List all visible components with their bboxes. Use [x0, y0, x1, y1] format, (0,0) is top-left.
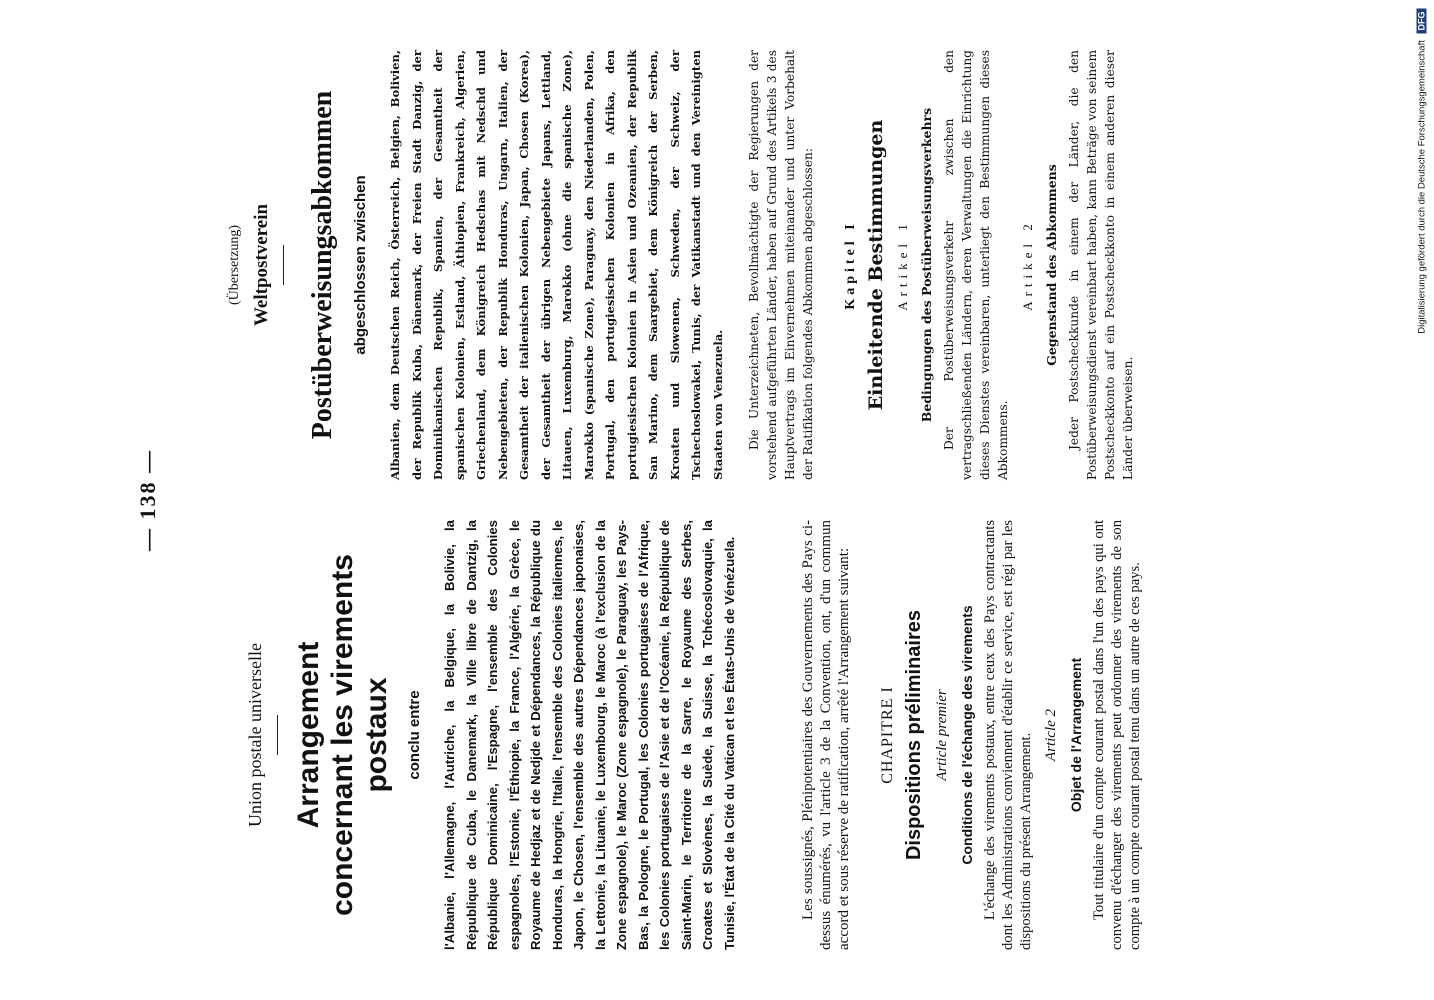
- document-page: [117, 40, 1317, 960]
- german-intro: Die Unterzeichneten, Bevollmächtigte der Regierungen der vorstehend aufgeführten Länder, haben auf Grund des Artikels 3 des Hauptvertrags im Einvernehmen miteinander und unter Vorbehalt der Ratifikation folgendes Abkommen abgeschlossen:: [747, 50, 815, 480]
- digitization-note-text: [1417, 9, 1428, 989]
- french-concluded: conclu entre: [406, 690, 423, 780]
- german-concluded: abgeschlossen zwischen: [352, 175, 369, 355]
- digitization-credit: Digitalisierung gefördert durch die Deutsche Forschungsgemeinschaft: [1416, 40, 1428, 334]
- german-column: [175, 50, 1295, 480]
- german-article1: Artikel 1: [895, 219, 910, 311]
- german-article1-text: Der Postüberweisungsverkehr zwischen den vertragschließenden Ländern, deren Verwaltungen die Einrichtung dieses Dienstes vereinbaren, unterliegt den Bestimmungen dieses Abkommens.: [942, 50, 1010, 480]
- german-union-title: Weltpostverein: [251, 203, 272, 327]
- french-union-title: Union postale universelle: [245, 643, 265, 827]
- french-article2-heading: Objet de l'Arrangement: [1068, 657, 1084, 813]
- page-number: — 138 —: [135, 449, 160, 551]
- digitization-note: [1410, 8, 1434, 993]
- french-chapter-title: Dispositions préliminaires: [903, 609, 925, 861]
- french-intro: Les soussignés, Plénipotentiaires des Gouvernements des Pays ci-dessus énumérés, vu l'article 3 de la Convention, ont, d'un commun accord et sous réserve de ratification, arrêté l'Arrangement suivant:: [800, 520, 852, 950]
- french-title-line2: concernant les virements postaux: [326, 554, 393, 916]
- german-article1-heading: Bedingungen des Postüberweisungsverkehrs: [919, 107, 934, 423]
- divider: [277, 715, 278, 755]
- german-chapter-title: Einleitende Bestimmungen: [865, 119, 887, 411]
- french-article1: Article premier: [934, 689, 950, 781]
- german-chapter: Kapitel I: [843, 220, 858, 310]
- french-article2-text: Tout titulaire d'un compte courant postal dans l'un des pays qui ont convenu d'échanger des virements peut ordonner des virements de son compte à un compte courant postal tenu dans un autre de ces pays.: [1091, 520, 1143, 950]
- german-countries-list: Albanien, dem Deutschen Reich, Österreich, Belgien, Bolivien, der Republik Kuba, Dänemark, der Freien Stadt Danzig, der Dominikanischen Republik, Spanien, der Gesamtheit der spanischen Kolonien, Estland, Äthiopien, Frankreich, Algerien, Griechenland, dem Königreich Hedschas mit Nedschd und Nebengebieten, der Republik Honduras, Ungarn, Italien, der Gesamtheit der italienischen Kolonien, Japan, Chosen (Korea), der Gesamtheit der übrigen Nebengebiete Japans, Lettland, Litauen, Luxemburg, Marokko (ohne die spanische Zone), Marokko (spanische Zone), Paraguay, den Niederlanden, Polen, Portugal, den portugiesischen Kolonien in Afrika, den portugiesischen Kolonien in Asien und Ozeanien, der Republik San Marino, dem Saargebiet, dem Königreich der Serben, Kroaten und Slowenen, Schweden, der Schweiz, der Tschechoslowakei, Tunis, der Vatikanstadt und den Vereinigten Staaten von Venezuela.: [388, 50, 725, 480]
- divider: [283, 245, 284, 285]
- german-article2-heading: Gegenstand des Abkommens: [1044, 164, 1059, 366]
- german-title: Postüberweisungsabkommen: [307, 90, 338, 440]
- french-column: [175, 520, 1295, 950]
- dfg-logo: DFG: [1417, 9, 1427, 34]
- french-title-line1: Arrangement: [292, 641, 325, 829]
- french-chapter: CHAPITRE I: [879, 686, 896, 784]
- german-translation-note: (Übersetzung): [227, 224, 242, 306]
- german-article2: Artikel 2: [1020, 219, 1035, 311]
- german-article2-text: Jeder Postscheckkunde in einem der Länder, die den Postüberweisungsdienst vereinbart haben, kann Beträge von seinem Postscheckkonto auf ein Postscheckkonto in einem anderen dieser Länder überweisen.: [1067, 50, 1135, 480]
- french-countries-list: l'Albanie, l'Allemagne, l'Autriche, la Belgique, la Bolivie, la République de Cuba, le Danemark, la Ville libre de Dantzig, la République Dominicaine, l'Espagne, l'ensemble des Colonies espagnoles, l'Estonie, l'Éthiopie, la France, l'Algérie, la Grèce, le Royaume de Hedjaz et de Nedjde et Dépendances, la République du Honduras, la Hongrie, l'Italie, l'ensemble des Colonies italiennes, le Japon, le Chosen, l'ensemble des autres Dépendances japonaises, la Lettonie, la Lituanie, le Luxembourg, le Maroc (à l'exclusion de la Zone espagnole), le Maroc (Zone espagnole), le Paraguay, les Pays-Bas, la Pologne, le Portugal, les Colonies portugaises de l'Afrique, les Colonies portugaises de l'Asie et de l'Océanie, la République de Saint-Marin, le Territoire de la Sarre, le Royaume des Serbes, Croates et Slovènes, la Suède, la Suisse, la Tchécoslovaquie, la Tunisie, l'État de la Cité du Vatican et les États-Unis de Vénézuela.: [442, 520, 737, 950]
- french-article1-text: L'échange des virements postaux, entre ceux des Pays contractants dont les Administrations conviennent d'établir ce service, est régi par les dispositions du présent Arrangement.: [982, 520, 1034, 950]
- french-article1-heading: Conditions de l'échange des virements: [959, 605, 975, 865]
- french-article2: Article 2: [1043, 708, 1059, 762]
